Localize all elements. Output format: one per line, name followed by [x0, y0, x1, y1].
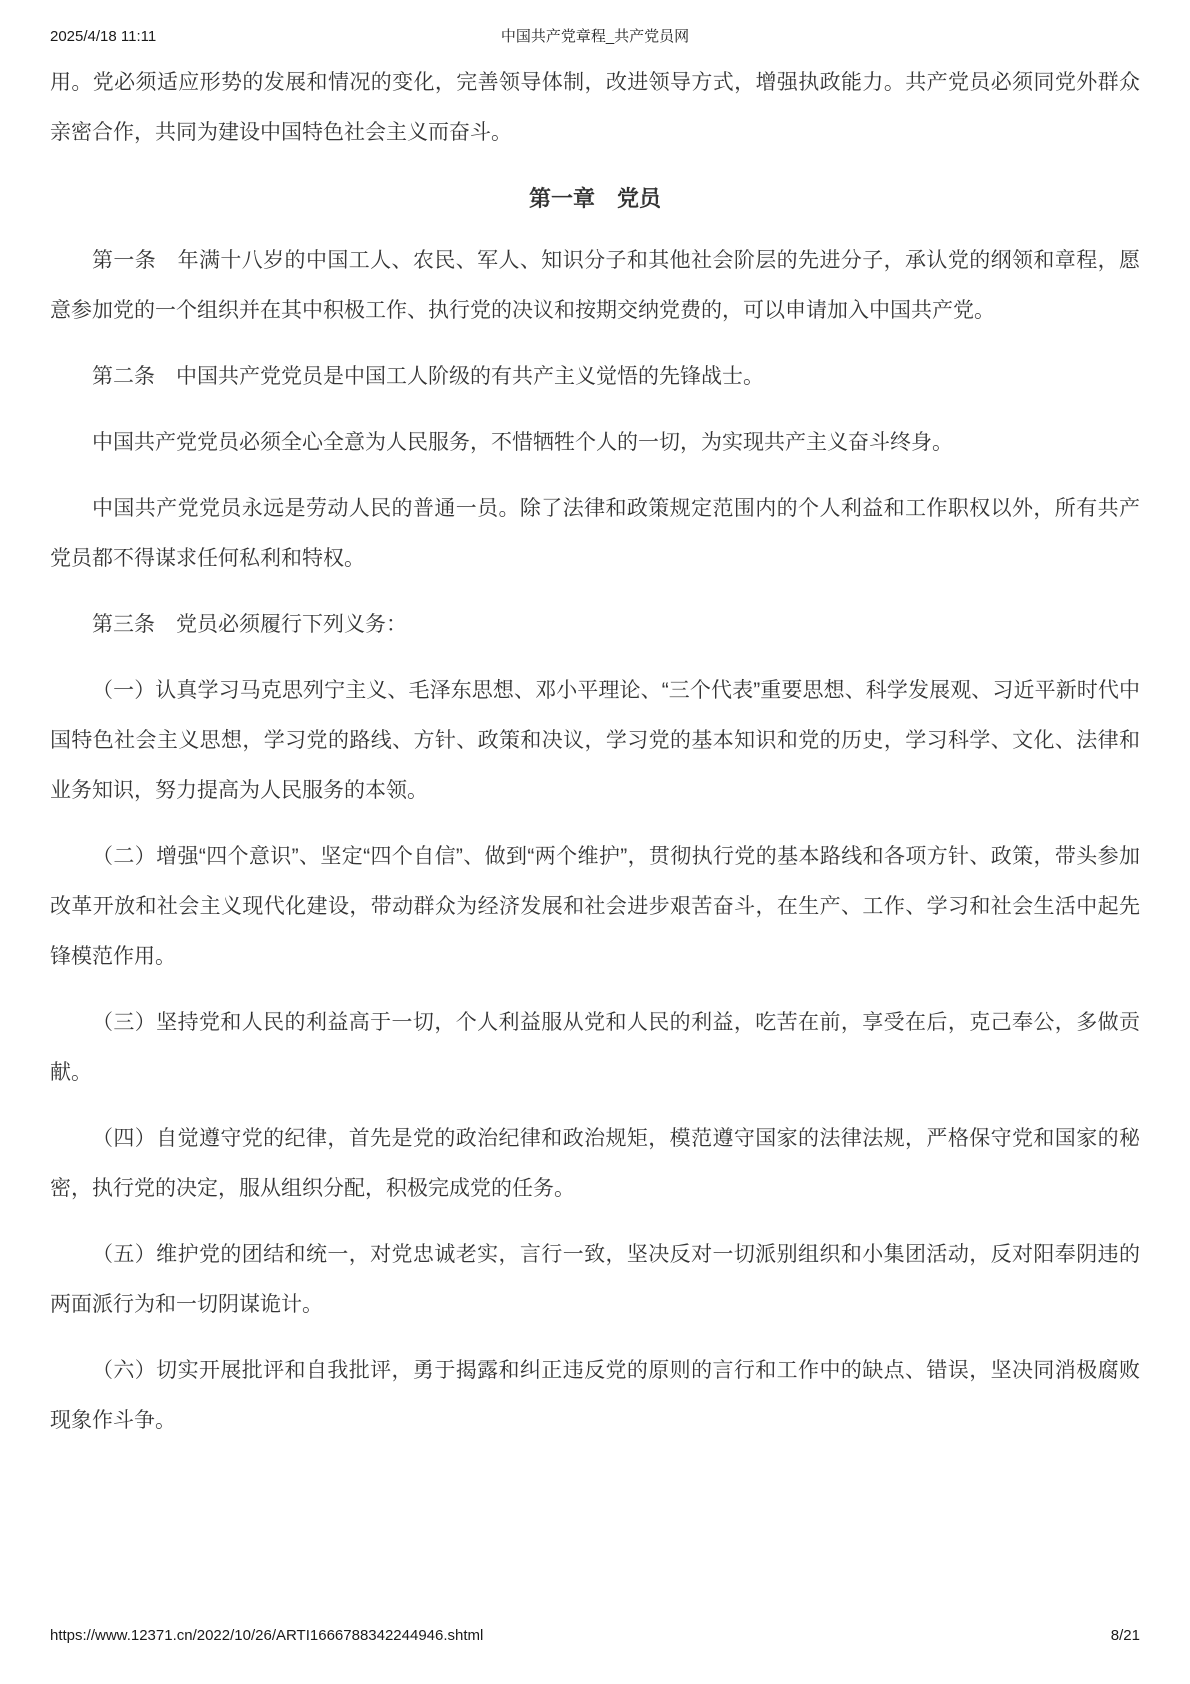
page-number: 8/21 [1110, 1627, 1140, 1644]
body-paragraph: （一）认真学习马克思列宁主义、毛泽东思想、邓小平理论、“三个代表”重要思想、科学发展观、习近平新时代中国特色社会主义思想，学习党的路线、方针、政策和决议，学习党的基本知识和党的历史，学习科学、文化、法律和业务知识，努力提高为人民服务的本领。 [50, 679, 1140, 802]
document-title: 中国共产党章程_共产党员网 [500, 28, 690, 45]
chapter-heading: 第一章 党员 [528, 186, 661, 211]
body-paragraph: （二）增强“四个意识”、坚定“四个自信”、做到“两个维护”，贯彻执行党的基本路线和各项方针、政策，带头参加改革开放和社会主义现代化建设，带动群众为经济发展和社会进步艰苦奋斗，在生产、工作、学习和社会生活中起先锋模范作用。 [50, 845, 1140, 968]
body-paragraph: （五）维护党的团结和统一，对党忠诚老实，言行一致，坚决反对一切派别组织和小集团活动，反对阳奉阴违的两面派行为和一切阴谋诡计。 [50, 1243, 1140, 1316]
print-footer [0, 1626, 1190, 1646]
body-paragraph-continuation: 用。党必须适应形势的发展和情况的变化，完善领导体制，改进领导方式，增强执政能力。共产党员必须同党外群众亲密合作，共同为建设中国特色社会主义而奋斗。 [50, 71, 1140, 144]
body-paragraph: 第一条 年满十八岁的中国工人、农民、军人、知识分子和其他社会阶层的先进分子，承认党的纲领和章程，愿意参加党的一个组织并在其中积极工作、执行党的决议和按期交纳党费的，可以申请加入中国共产党。 [50, 249, 1140, 322]
document-body [50, 58, 1140, 1462]
body-paragraph: 中国共产党党员必须全心全意为人民服务，不惜牺牲个人的一切，为实现共产主义奋斗终身。 [92, 431, 953, 454]
print-timestamp: 2025/4/18 11:11 [50, 28, 157, 45]
body-paragraph: （三）坚持党和人民的利益高于一切，个人利益服从党和人民的利益，吃苦在前，享受在后，克己奉公，多做贡献。 [50, 1011, 1140, 1084]
body-paragraph: 第二条 中国共产党党员是中国工人阶级的有共产主义觉悟的先锋战士。 [92, 365, 764, 388]
body-paragraph: 第三条 党员必须履行下列义务： [92, 613, 407, 636]
body-paragraph: 中国共产党党员永远是劳动人民的普通一员。除了法律和政策规定范围内的个人利益和工作职权以外，所有共产党员都不得谋求任何私利和特权。 [50, 497, 1140, 570]
source-url: https://www.12371.cn/2022/10/26/ARTI1666788342244946.shtml [50, 1627, 484, 1644]
body-paragraph: （四）自觉遵守党的纪律，首先是党的政治纪律和政治规矩，模范遵守国家的法律法规，严格保守党和国家的秘密，执行党的决定，服从组织分配，积极完成党的任务。 [50, 1127, 1140, 1200]
print-header [0, 27, 1190, 47]
body-paragraph: （六）切实开展批评和自我批评，勇于揭露和纠正违反党的原则的言行和工作中的缺点、错误，坚决同消极腐败现象作斗争。 [50, 1359, 1140, 1432]
